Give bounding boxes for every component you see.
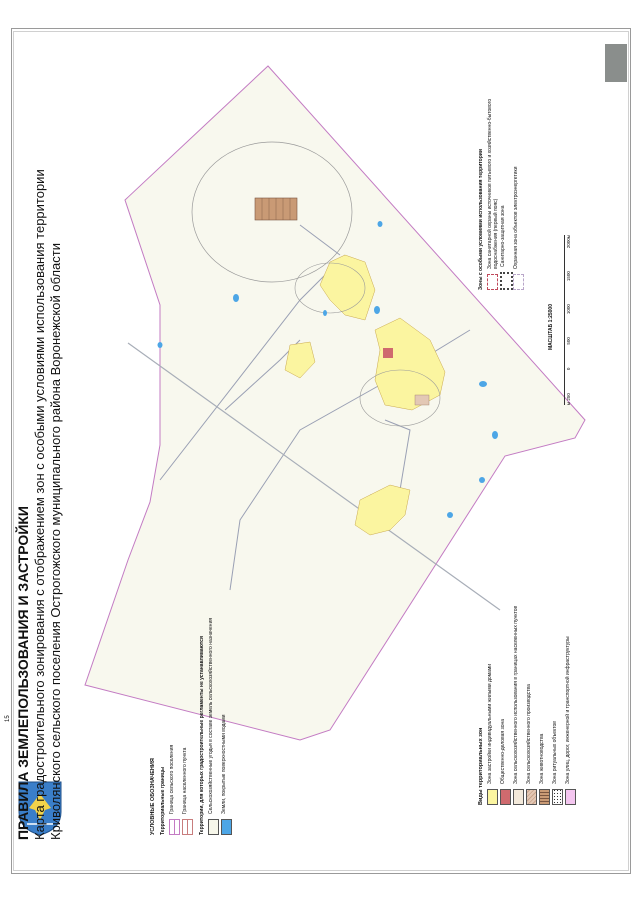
water-body [378, 221, 383, 227]
legend-item [208, 545, 221, 835]
legend-label: Санитарно-защитная зона [500, 205, 506, 267]
scale-tick: 1000 [566, 304, 571, 315]
boundaries-header: Территориальные границы [160, 766, 166, 835]
legend-item [182, 545, 195, 835]
water-body [479, 477, 485, 483]
legend-label: Зона застройки индивидуальными жилыми домами [487, 663, 493, 784]
legend-item [539, 585, 552, 805]
scale-bar [548, 185, 571, 405]
scale-tick: 1500 [566, 271, 571, 282]
scale-tick: 0 [566, 367, 571, 371]
legend-swatch [182, 819, 193, 835]
water-body [323, 310, 327, 316]
scale-tick: 500 [566, 337, 571, 345]
legend-header: УСЛОВНЫЕ ОБОЗНАЧЕНИЯ [150, 758, 156, 835]
legend-item [552, 585, 565, 805]
legend-swatch [500, 272, 513, 290]
title-line1: ПРАВИЛА ЗЕМЛЕПОЛЬЗОВАНИЯ И ЗАСТРОЙКИ [15, 506, 31, 840]
map-titles [15, 40, 64, 840]
title-line3: Криволянского сельского поселения Острогожского муниципального района Воронежской области [48, 243, 63, 840]
legend-zones [478, 585, 578, 805]
legend-item [513, 70, 526, 290]
legend-item [500, 585, 513, 805]
legend-swatch [487, 274, 498, 290]
zones-header: Виды территориальных зон [478, 727, 484, 805]
legend-label: Земли, покрытые поверхностными водами [221, 714, 227, 814]
legend-swatch [539, 789, 550, 805]
public-zone [383, 348, 393, 358]
legend-swatch [513, 274, 524, 290]
water-body [233, 294, 239, 302]
water-body [479, 381, 487, 387]
legend-swatch [169, 819, 180, 835]
stamp-icon [605, 44, 627, 82]
legend-item [169, 545, 182, 835]
legend-label: Охранная зона объектов электроэнергетики [513, 166, 519, 269]
legend-swatch [552, 789, 563, 805]
legend-label: Сельскохозяйственные угодья в составе земель сельскохозяйственного назначения [208, 617, 214, 814]
special-header: Зоны с особыми условиями использования территории [478, 149, 484, 290]
water-body [158, 342, 163, 348]
legend-item [487, 70, 500, 290]
legend-label: Зона животноводства [539, 733, 545, 784]
legend-swatch [208, 819, 219, 835]
water-body [447, 512, 453, 518]
legend-swatch [565, 789, 576, 805]
legend-item [513, 585, 526, 805]
legend-label: Зона ритуальных объектов [552, 721, 558, 784]
legend-label: Зона санитарной охраны источников питьевого и хозяйственно-бытового водоснабжения (первый пояс) [487, 98, 499, 269]
scale-tick: 2000м [566, 235, 571, 249]
legend-label: Граница населенного пункта [182, 747, 188, 814]
legend-label: Зона сельскохозяйственного производства [526, 684, 532, 784]
legend-swatch [221, 819, 232, 835]
water-body [374, 306, 380, 314]
legend-item [500, 70, 513, 290]
title-line2: Карта градостроительного зонирования с отображением зон с особыми условиями использования территории [32, 169, 47, 840]
legend-special-zones [478, 70, 526, 290]
scale-ruler [558, 235, 565, 405]
legend-item [565, 585, 578, 805]
legend-swatch [513, 789, 524, 805]
legend-label: Зона сельскохозяйственного использования в границах населенных пунктов [513, 605, 519, 784]
agri-production-zone [415, 395, 429, 405]
scale-label: МАСШТАБ 1:25000 [548, 304, 554, 350]
legend-swatch [526, 789, 537, 805]
legend-label: Общественно-деловая зона [500, 718, 506, 784]
legend-item [526, 585, 539, 805]
scale-tick: м 250 [566, 393, 571, 405]
territories-header: Территории, для которых градостроительные регламенты не устанавливаются [199, 636, 205, 835]
legend-label: Зона улиц, дорог, инженерной и транспортной инфраструктуры [565, 636, 571, 784]
legend-item [221, 545, 234, 835]
legend-swatch [500, 789, 511, 805]
page-number: 15 [5, 715, 11, 722]
legend-swatch [487, 789, 498, 805]
legend-boundaries [150, 545, 234, 835]
legend-item [487, 585, 500, 805]
legend-label: Граница сельского поселения [169, 744, 175, 814]
water-body [492, 431, 498, 439]
scale-ticks [566, 235, 571, 405]
